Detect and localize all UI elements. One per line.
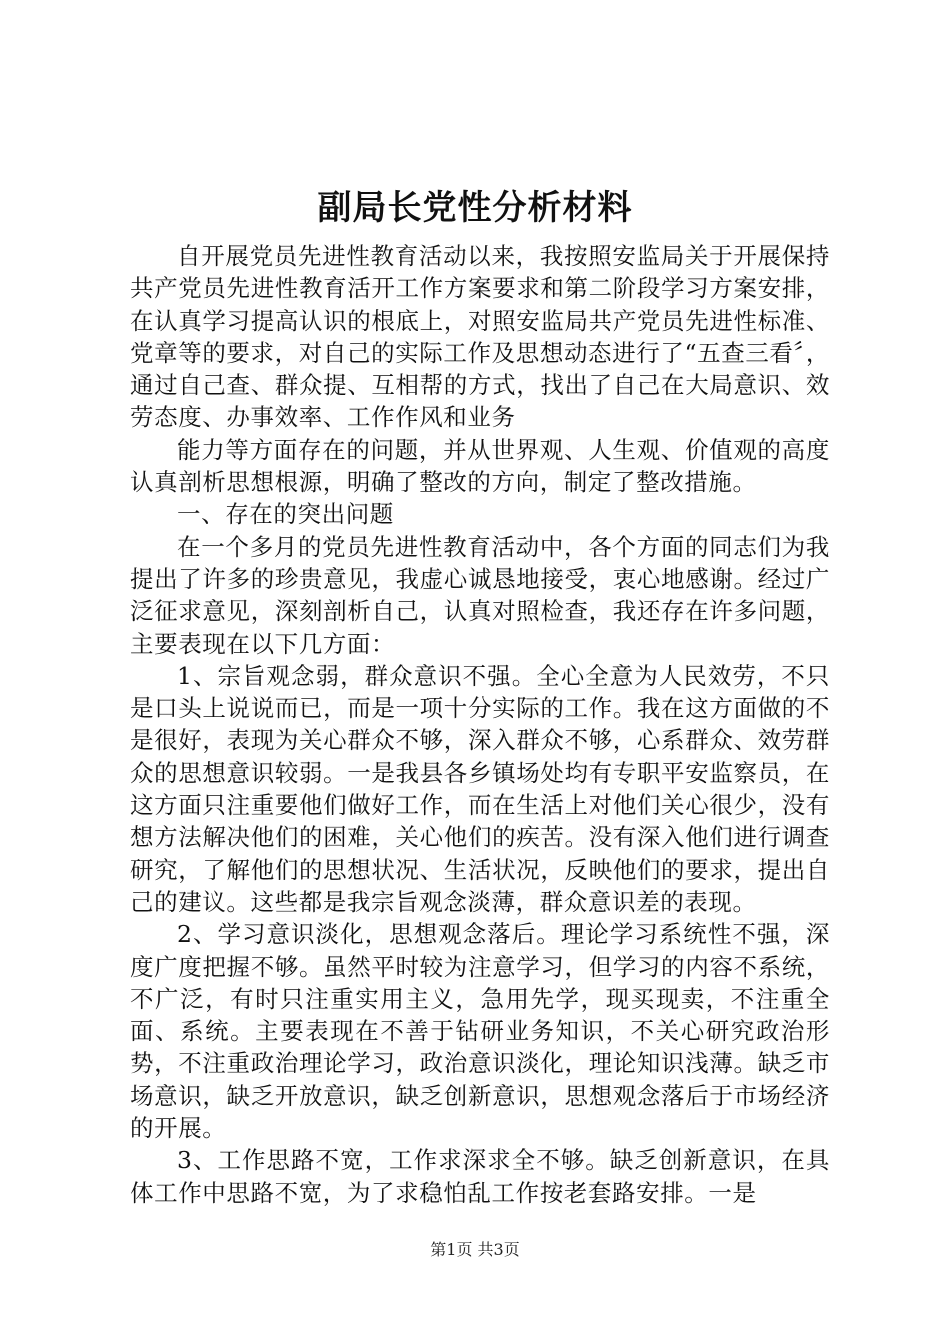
- paragraph-point-2: 2、学习意识淡化，思想观念落后。理论学习系统性不强，深度广度把握不够。虽然平时较为注意学习，但学习的内容不系统，不广泛，有时只注重实用主义，急用先学，现买现卖，不注重全面、系统。主要表现在不善于钻研业务知识，不关心研究政治形势，不注重政治理论学习，政治意识淡化，理论知识浅薄。缺乏市场意识，缺乏开放意识，缺乏创新意识，思想观念落后于市场经济的开展。: [130, 920, 830, 1143]
- paragraph-point-3: 3、工作思路不宽，工作求深求全不够。缺乏创新意识，在具体工作中思路不宽，为了求稳怕乱工作按老套路安排。一是: [130, 1146, 830, 1207]
- paragraph-intro-continued: 能力等方面存在的问题，并从世界观、人生观、价值观的高度认真剖析思想根源，明确了整改的方向，制定了整改措施。: [130, 435, 830, 497]
- paragraph-point-1: 1、宗旨观念弱，群众意识不强。全心全意为人民效劳，不只是口头上说说而已，而是一项十分实际的工作。我在这方面做的不是很好，表现为关心群众不够，深入群众不够，心系群众、效劳群众的思想意识较弱。一是我县各乡镇场处均有专职平安监察员，在这方面只注重要他们做好工作，而在生活上对他们关心很少，没有想方法解决他们的困难，关心他们的疾苦。没有深入他们进行调查研究，了解他们的思想状况、生活状况，反映他们的要求，提出自己的建议。这些都是我宗旨观念淡薄，群众意识差的表现。: [130, 661, 830, 916]
- document-title: 副局长党性分析材料: [317, 188, 633, 228]
- document-body: [130, 240, 830, 1209]
- page-footer: 第1页 共3页: [430, 1240, 520, 1259]
- paragraph-intro: 自开展党员先进性教育活动以来，我按照安监局关于开展保持共产党员先进性教育活开工作方案要求和第二阶段学习方案安排，在认真学习提高认识的根底上，对照安监局共产党员先进性标准、党章等的要求，对自己的实际工作及思想动态进行了“五查三看〞，通过自己查、群众提、互相帮的方式，找出了自己在大局意识、效劳态度、办事效率、工作作风和业务: [130, 242, 830, 432]
- section-heading: 一、存在的突出问题: [177, 500, 394, 529]
- paragraph-overview: 在一个多月的党员先进性教育活动中，各个方面的同志们为我提出了许多的珍贵意见，我虚心诚恳地接受，衷心地感谢。经过广泛征求意见，深刻剖析自己，认真对照检查，我还存在许多问题，主要表现在以下几方面：: [130, 532, 830, 658]
